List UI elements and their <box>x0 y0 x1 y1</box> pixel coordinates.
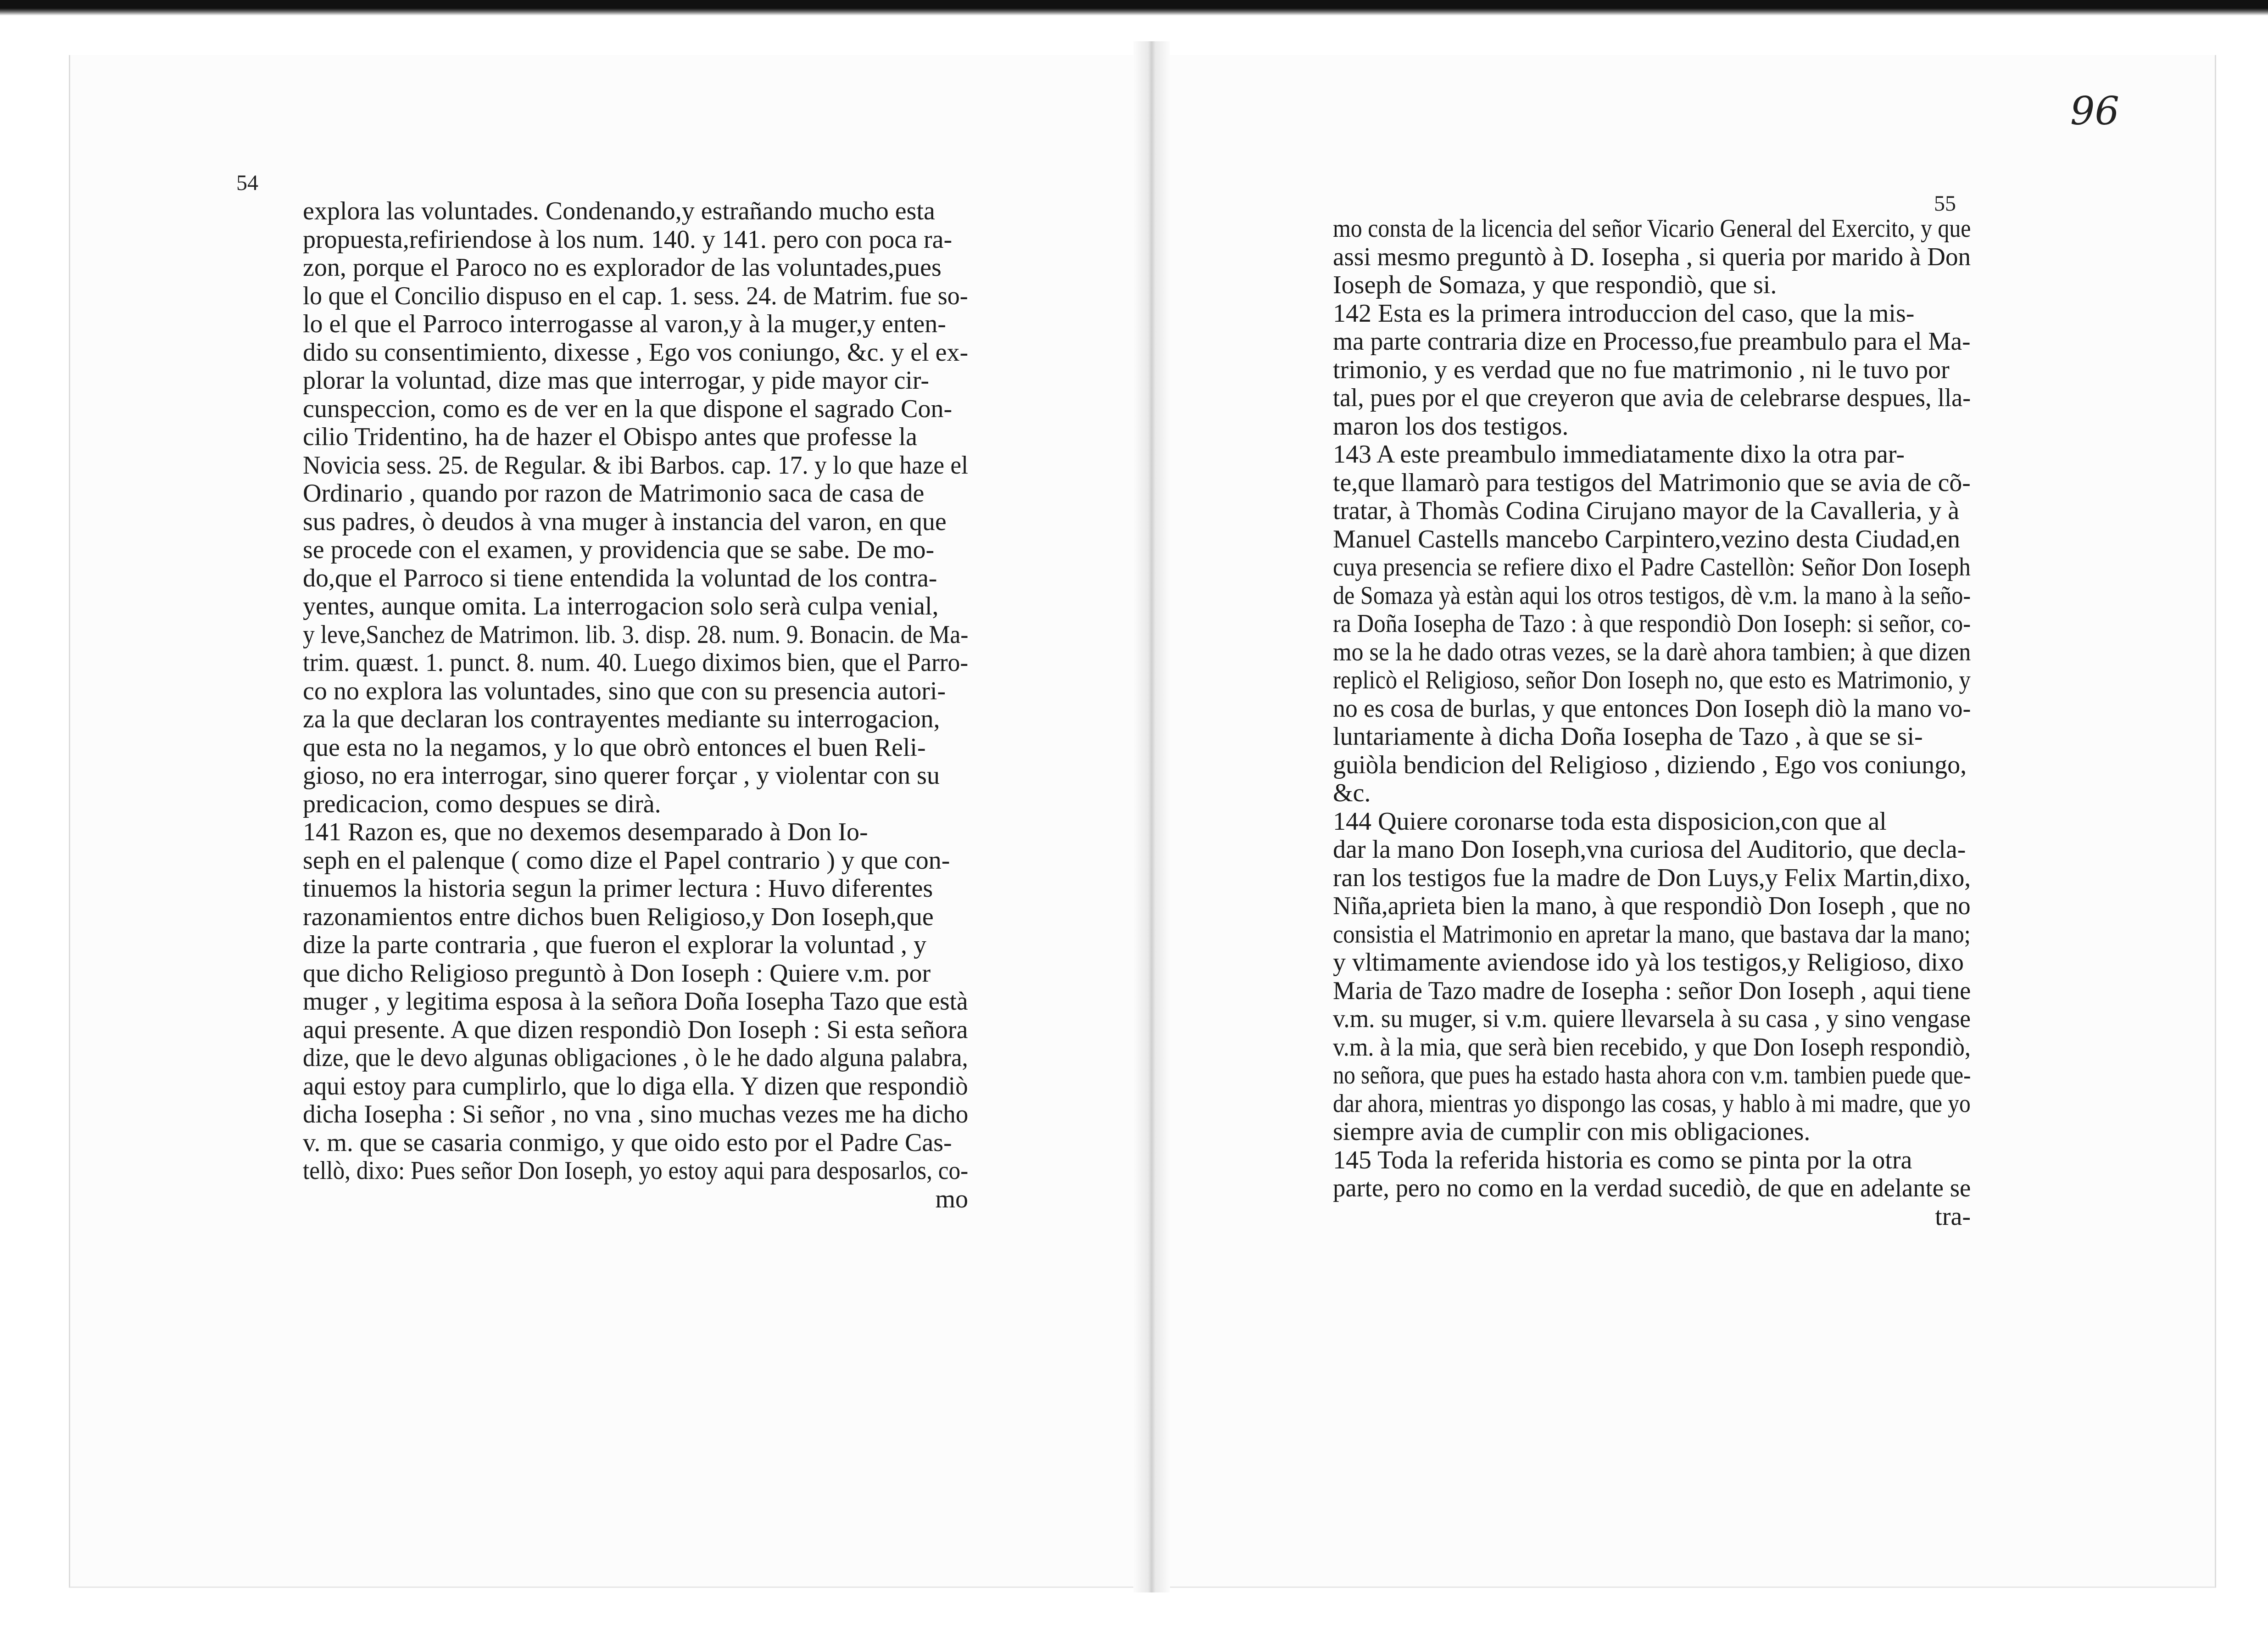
text-line: yentes, aunque omita. La interrogacion solo serà culpa venial, <box>303 592 939 620</box>
right-page-text <box>1333 215 1971 1231</box>
text-line: co no explora las voluntades, sino que con su presencia autori- <box>303 676 946 705</box>
text-line: do,que el Parroco si tiene entendida la voluntad de los contra- <box>303 564 937 592</box>
scan-top-edge <box>0 0 2268 16</box>
text-line: luntariamente à dicha Doña Iosepha de Tazo , à que se si- <box>1333 722 1923 751</box>
text-line: siempre avia de cumplir con mis obligaciones. <box>1333 1117 1811 1146</box>
paragraph-142-start: 142 Esta es la primera introduccion del caso, que la mis- <box>1333 299 1915 328</box>
text-line: dar ahora, mientras yo dispongo las cosas, y hablo à mi madre, que yo <box>1333 1089 1971 1118</box>
text-line: &c. <box>1333 779 1371 807</box>
text-line: Novicia sess. 25. de Regular. & ibi Barbos. cap. 17. y lo que haze el <box>303 451 968 480</box>
text-line: de Somaza yà estàn aqui los otros testigos, dè v.m. la mano à la seño- <box>1333 581 1971 610</box>
text-line: zon, porque el Paroco no es explorador de las voluntades,pues <box>303 253 942 282</box>
text-line: dize, que le devo algunas obligaciones , ò le he dado alguna palabra, <box>303 1044 968 1072</box>
paragraph-141-start: 141 Razon es, que no dexemos desemparado à Don Io- <box>303 818 868 846</box>
text-line: propuesta,refiriendose à los num. 140. y 141. pero con poca ra- <box>303 225 953 254</box>
text-line: za la que declaran los contrayentes mediante su interrogacion, <box>303 705 940 733</box>
text-line: guiòla bendicion del Religioso , diziendo , Ego vos coniungo, <box>1333 750 1967 779</box>
text-line: maron los dos testigos. <box>1333 412 1569 441</box>
text-line: ra Doña Iosepha de Tazo : à que respondiò Don Ioseph: si señor, co- <box>1333 609 1971 638</box>
text-line: trim. quæst. 1. punct. 8. num. 40. Luego diximos bien, que el Parro- <box>303 648 969 677</box>
text-line: no señora, que pues ha estado hasta ahora con v.m. tambien puede que- <box>1333 1061 1971 1089</box>
text-line: ma parte contraria dize en Processo,fue preambulo para el Ma- <box>1333 327 1971 356</box>
text-line: y vltimamente aviendose ido yà los testigos,y Religioso, dixo <box>1333 948 1964 977</box>
text-line: v.m. à la mia, que serà bien recebido, y que Don Ioseph respondiò, <box>1333 1033 1971 1061</box>
text-line: Ordinario , quando por razon de Matrimonio saca de casa de <box>303 479 925 508</box>
text-line: predicacion, como despues se dirà. <box>303 789 661 818</box>
text-line: tellò, dixo: Pues señor Don Ioseph, yo estoy aqui para desposarlos, co- <box>303 1156 969 1185</box>
text-line: cunspeccion, como es de ver en la que dispone el sagrado Con- <box>303 394 953 423</box>
paragraph-143-start: 143 A este preambulo immediatamente dixo la otra par- <box>1333 440 1905 469</box>
text-line: tal, pues por el que creyeron que avia de celebrarse despues, lla- <box>1333 384 1971 412</box>
book-gutter <box>1133 41 1170 1592</box>
text-line: tratar, à Thomàs Codina Cirujano mayor de la Cavalleria, y à <box>1333 497 1960 525</box>
text-line: assi mesmo preguntò à D. Iosepha , si queria por marido à Don <box>1333 242 1971 271</box>
page-number-right: 55 <box>1934 191 1956 216</box>
page-number-left: 54 <box>236 171 258 195</box>
text-line: dar la mano Don Ioseph,vna curiosa del Auditorio, que decla- <box>1333 835 1966 864</box>
text-line: seph en el palenque ( como dize el Papel contrario ) y que con- <box>303 846 950 875</box>
text-line: te,que llamarò para testigos del Matrimonio que se avia de cõ- <box>1333 468 1971 497</box>
text-line: se procede con el examen, y providencia que se sabe. De mo- <box>303 536 935 564</box>
text-line: ran los testigos fue la madre de Don Luys,y Felix Martin,dixo, <box>1333 863 1971 892</box>
text-line: parte, pero no como en la verdad sucediò, de que en adelante se <box>1333 1174 1971 1202</box>
text-line: razonamientos entre dichos buen Religioso,y Don Ioseph,que <box>303 902 934 931</box>
text-line: gioso, no era interrogar, sino querer forçar , y violentar con su <box>303 761 940 790</box>
text-line: lo el que el Parroco interrogasse al varon,y à la muger,y enten- <box>303 310 946 338</box>
text-line: trimonio, y es verdad que no fue matrimonio , ni le tuvo por <box>1333 355 1950 384</box>
text-line: replicò el Religioso, señor Don Ioseph no, que esto es Matrimonio, y <box>1333 666 1971 694</box>
text-line: no es cosa de burlas, y que entonces Don Ioseph diò la mano vo- <box>1333 694 1971 723</box>
text-line: dido su consentimiento, dixesse , Ego vos coniungo, &c. y el ex- <box>303 338 969 367</box>
text-line: y leve,Sanchez de Matrimon. lib. 3. disp. 28. num. 9. Bonacin. de Ma- <box>303 620 969 649</box>
text-line: Niña,aprieta bien la mano, à que respondiò Don Ioseph , que no <box>1333 892 1971 920</box>
text-line: dicha Iosepha : Si señor , no vna , sino muchas vezes me ha dicho <box>303 1100 969 1128</box>
left-page-text <box>303 197 968 1213</box>
text-line: lo que el Concilio dispuso en el cap. 1. sess. 24. de Matrim. fue so- <box>303 281 968 310</box>
paragraph-145-start: 145 Toda la referida historia es como se pinta por la otra <box>1333 1145 1912 1174</box>
text-line: que dicho Religioso preguntò à Don Ioseph : Quiere v.m. por <box>303 959 931 988</box>
text-line: aqui estoy para cumplirlo, que lo diga ella. Y dizen que respondiò <box>303 1072 968 1100</box>
text-line: cuya presencia se refiere dixo el Padre Castellòn: Señor Don Ioseph <box>1333 553 1971 581</box>
text-line: cilio Tridentino, ha de hazer el Obispo antes que professe la <box>303 423 917 451</box>
text-line: plorar la voluntad, dize mas que interrogar, y pide mayor cir- <box>303 366 930 395</box>
text-line: tinuemos la historia segun la primer lectura : Huvo diferentes <box>303 874 933 903</box>
catchword-right: tra- <box>1935 1202 1971 1231</box>
text-line: v.m. su muger, si v.m. quiere llevarsela à su casa , y sino vengase <box>1333 1005 1971 1033</box>
text-line: Maria de Tazo madre de Iosepha : señor Don Ioseph , aqui tiene <box>1333 976 1971 1005</box>
text-line: v. m. que se casaria conmigo, y que oido esto por el Padre Cas- <box>303 1128 952 1157</box>
text-line: dize la parte contraria , que fueron el explorar la voluntad , y <box>303 931 926 959</box>
text-line: consistia el Matrimonio en apretar la mano, que bastava dar la mano; <box>1333 920 1971 949</box>
text-line: Manuel Castells mancebo Carpintero,vezino desta Ciudad,en <box>1333 525 1960 553</box>
text-line: Ioseph de Somaza, y que respondiò, que si. <box>1333 271 1777 299</box>
text-line: mo consta de la licencia del señor Vicario General del Exercito, y que <box>1333 214 1971 243</box>
text-line: que esta no la negamos, y lo que obrò entonces el buen Reli- <box>303 733 926 762</box>
paragraph-144-start: 144 Quiere coronarse toda esta disposicion,con que al <box>1333 807 1887 836</box>
text-line: aqui presente. A que dizen respondiò Don Ioseph : Si esta señora <box>303 1015 968 1044</box>
text-line: explora las voluntades. Condenando,y estrañando mucho esta <box>303 197 935 225</box>
handwritten-folio-number: 96 <box>2070 89 2119 134</box>
text-line: muger , y legitima esposa à la señora Doña Iosepha Tazo que està <box>303 987 968 1016</box>
catchword-left: mo <box>935 1184 968 1213</box>
text-line: mo se la he dado otras vezes, se la darè ahora tambien; à que dizen <box>1333 637 1971 666</box>
text-line: sus padres, ò deudos à vna muger à instancia del varon, en que <box>303 507 947 536</box>
